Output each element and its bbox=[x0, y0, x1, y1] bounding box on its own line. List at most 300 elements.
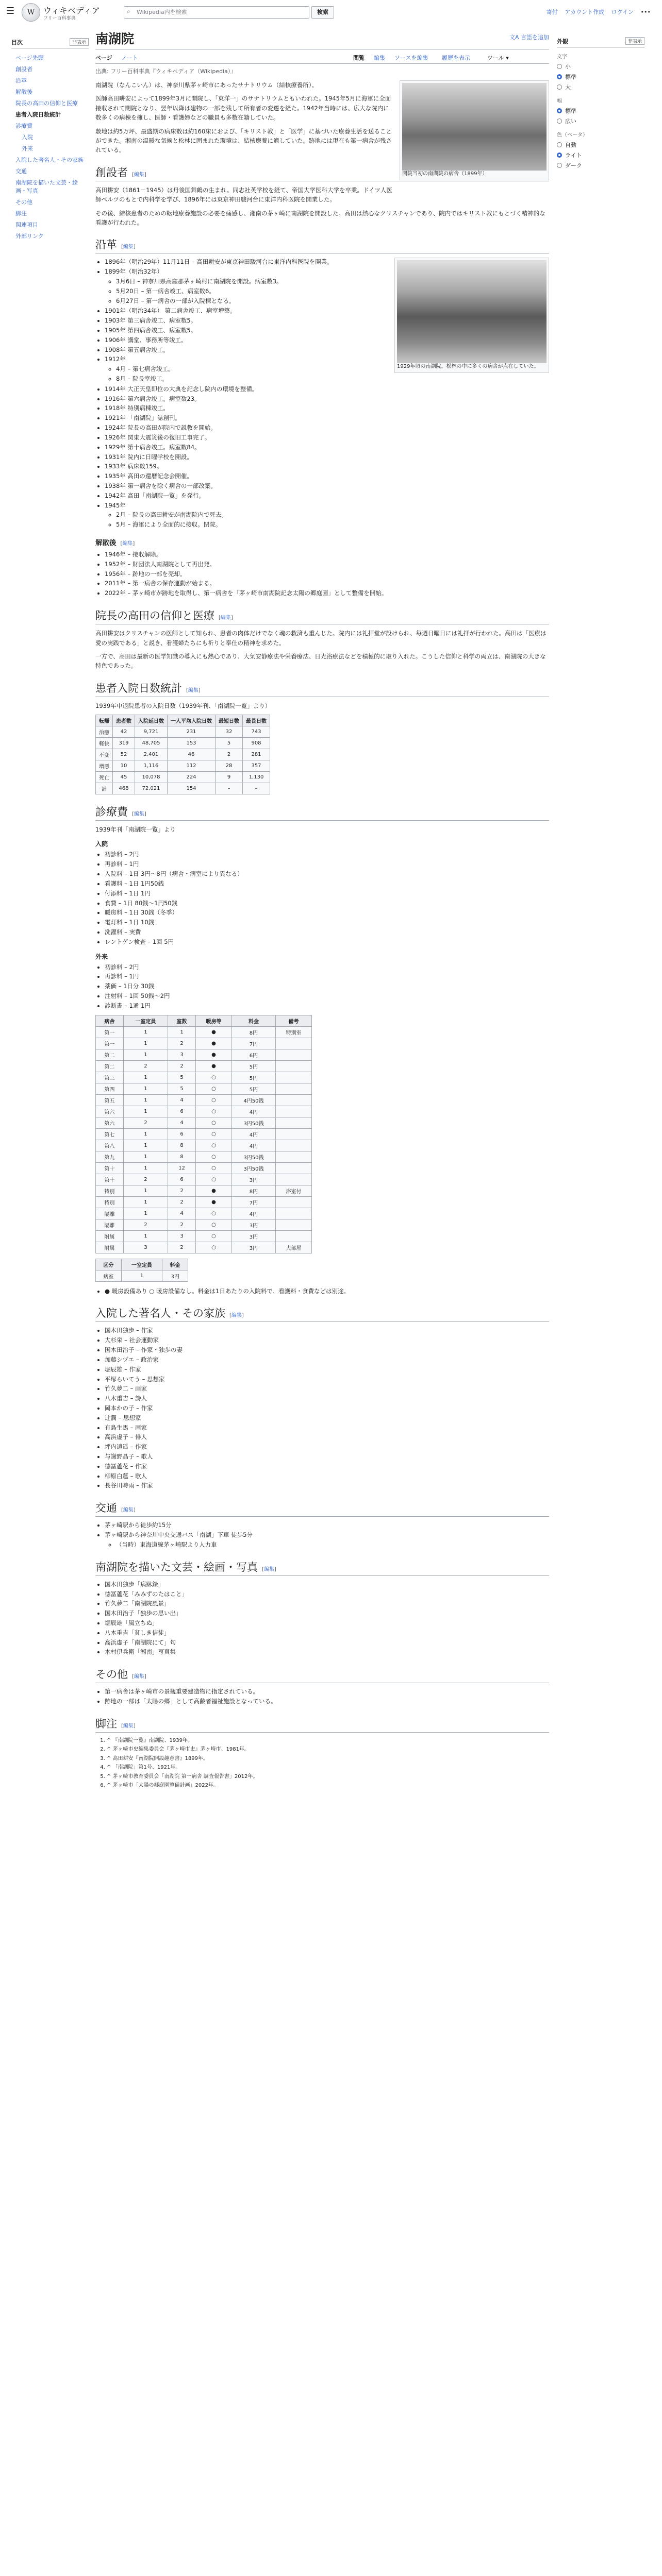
tab-page[interactable]: ページ bbox=[95, 55, 112, 61]
table-header: 一室定員 bbox=[121, 1259, 162, 1270]
list-item: • 茅ヶ崎駅から徒歩約15分 bbox=[105, 1521, 549, 1530]
list-item: ◦ 3月6日 – 神奈川県高座郡茅ヶ崎村に南湖院を開設。病室数3。 bbox=[116, 277, 549, 286]
width-label: 幅 bbox=[557, 98, 562, 104]
table-cell bbox=[275, 1162, 311, 1174]
table-cell: 2 bbox=[168, 1038, 196, 1049]
table-cell: ○ bbox=[195, 1128, 231, 1140]
list-item: • 高浜虚子「南湖院にて」句 bbox=[105, 1638, 549, 1648]
fee-note bbox=[105, 1287, 549, 1296]
create-account-link[interactable]: アカウント作成 bbox=[565, 9, 605, 15]
table-cell: 附属 bbox=[96, 1230, 124, 1242]
list-item: • 1918年 特別病棟竣工。 bbox=[105, 404, 549, 413]
table-cell: 468 bbox=[113, 783, 135, 794]
table-cell: 1 bbox=[123, 1208, 168, 1219]
after-list bbox=[105, 550, 549, 598]
radio-icon[interactable] bbox=[557, 84, 562, 90]
table-cell: 5円 bbox=[232, 1060, 276, 1072]
appearance-heading: 外観 非表示 bbox=[557, 37, 644, 48]
references-list bbox=[107, 1737, 549, 1790]
list-item: • 2022年 – 茅ヶ崎市が跡地を取得し、第一病舎を「茅ヶ崎市南湖院記念太陽の郷庭園」として整備を開始。 bbox=[105, 589, 549, 598]
list-item: ◦ 6月27日 – 第一病舎の一部が入院棟となる。 bbox=[116, 297, 549, 306]
list-item: • 初診料 – 2円 bbox=[105, 963, 549, 972]
section-heading: 脚注 [編集] bbox=[95, 1716, 549, 1733]
table-cell: 第二 bbox=[96, 1049, 124, 1060]
list-item: • 徳冨蘆花「みみずのたはこと」 bbox=[105, 1590, 549, 1599]
edit-link[interactable]: 編集 bbox=[123, 1723, 134, 1729]
table-header: 料金 bbox=[232, 1015, 276, 1026]
stats-table bbox=[95, 715, 270, 794]
color-light[interactable]: ライト bbox=[557, 150, 644, 160]
search-icon: ⌕ bbox=[127, 8, 130, 15]
width-standard[interactable]: 標準 bbox=[557, 106, 644, 116]
list-item: • 徳冨蘆花 – 作家 bbox=[105, 1462, 549, 1471]
list-item: • 跡地の一部は「太陽の郷」として高齢者福祉施設となっている。 bbox=[105, 1697, 549, 1706]
list-item: • 長谷川時雨 – 作家 bbox=[105, 1481, 549, 1490]
table-row bbox=[96, 738, 270, 749]
toc-subitem[interactable]: 外来 bbox=[22, 145, 33, 152]
table-cell: 8 bbox=[168, 1140, 196, 1151]
table-cell: ○ bbox=[195, 1162, 231, 1174]
section-heading: 沿革 [編集] bbox=[95, 236, 549, 253]
table-cell: 特別室 bbox=[275, 1026, 311, 1038]
color-auto[interactable]: 自動 bbox=[557, 140, 644, 150]
paragraph: 高田耕安（1861－1945）は丹後国舞鶴の生まれ。同志社英学校を経て、帝国大学医科大学を卒業。ドイツ人医師ベルツのもとで内科学を学び、1896年には東京神田駿河台に東洋内科医院を開業した。 bbox=[95, 186, 392, 204]
more-icon[interactable]: ••• bbox=[640, 9, 651, 15]
edit-link[interactable]: 編集 bbox=[263, 1566, 274, 1572]
table-cell: 2 bbox=[168, 1219, 196, 1230]
table-cell: ● bbox=[195, 1026, 231, 1038]
list-item: • 1924年 院長の高田が院内で説教を開始。 bbox=[105, 423, 549, 433]
list-item: • 茅ヶ崎駅から神奈川中央交通バス「南湖」下車 徒歩5分 ◦ （当時）東海道線茅ヶ崎駅より人力車 bbox=[105, 1531, 549, 1550]
list-item: ◦ 5月 – 海軍により全面的に接収。閉院。 bbox=[116, 520, 549, 530]
list-item: • 1931年 院内に日曜学校を開設。 bbox=[105, 453, 549, 462]
list-item: • 1945年 ◦ 2月 – 院長の高田耕安が南湖院内で死去。 ◦ 5月 – 海軍により全面的に接収。閉院。 bbox=[105, 501, 549, 530]
table-cell: 908 bbox=[243, 738, 270, 749]
table-caption: 1939年中退院患者の入院日数（1939年刊、「南湖院一覧」より） bbox=[95, 702, 271, 709]
list-item: • 坪内逍遥 – 作家 bbox=[105, 1443, 549, 1452]
paragraph: 医師高田畊安によって1899年3月に開院し、「東洋一」のサナトリウムともいわれた。1945年5月に海軍に全面接収されて閉院となり、翌年以降は建物の一部を残して所有者の変遷を経た。1942年当時には、広大な院内に数多くの病棟を擁し、医師・看護婦などの職員も多数在籍していた。 bbox=[95, 95, 391, 122]
list-item: • 注射料 – 1回 50銭〜2円 bbox=[105, 992, 549, 1001]
edit-link[interactable]: 編集 bbox=[188, 687, 198, 693]
table-cell bbox=[275, 1083, 311, 1094]
tab-edit[interactable]: 編集 bbox=[374, 55, 385, 61]
paragraph: 一方で、高田は最新の医学知識の導入にも熱心であり、大気安静療法や栄養療法、日光浴療法などを積極的に取り入れた。こうした信仰と科学の両立は、南湖院の大きな特色であった。 bbox=[95, 652, 546, 670]
table-cell: 3円 bbox=[232, 1230, 276, 1242]
toc-item-current[interactable]: 患者入院日数統計 bbox=[15, 111, 61, 118]
list-item: ◦ 5月20日 – 第一病舎竣工、病室数6。 bbox=[116, 287, 549, 296]
arts-list bbox=[105, 1580, 549, 1657]
table-header: 入院延日数 bbox=[135, 715, 168, 726]
section-heading: 交通 [編集] bbox=[95, 1500, 549, 1517]
list-item: • 国木田独歩 – 作家 bbox=[105, 1326, 549, 1335]
list-item: • 2011年 – 第一病舎の保存運動が始まる。 bbox=[105, 579, 549, 588]
reference-item: 2. ^ 茅ヶ崎市史編集委員会『茅ヶ崎市史』茅ヶ崎市、1981年。 bbox=[107, 1745, 549, 1754]
list-item: • 1899年（明治32年） ◦ 3月6日 – 神奈川県高座郡茅ヶ崎村に南湖院を開設。病室数3。 ◦ 5月20日 – 第一病舎竣工、病室数6。 ◦ 6月27日 – 第一病舎の一部が入院棟となる。 bbox=[105, 267, 549, 306]
text-size-standard[interactable]: 標準 bbox=[557, 72, 644, 82]
tab-talk[interactable]: ノート bbox=[121, 55, 138, 61]
list-item: • 洗濯料 – 実費 bbox=[105, 928, 549, 937]
table-cell: ○ bbox=[195, 1140, 231, 1151]
table-row bbox=[96, 1038, 312, 1049]
list-item: • 辻潤 – 思想家 bbox=[105, 1414, 549, 1423]
table-cell bbox=[275, 1230, 311, 1242]
table-cell: ○ bbox=[195, 1174, 231, 1185]
table-cell: 1 bbox=[123, 1072, 168, 1083]
table-cell: 第六 bbox=[96, 1117, 124, 1128]
table-cell: 附属 bbox=[96, 1242, 124, 1253]
table-cell: 2 bbox=[168, 1196, 196, 1208]
radio-icon[interactable] bbox=[557, 64, 562, 69]
table-cell bbox=[275, 1049, 311, 1060]
wikipedia-logo[interactable]: W bbox=[22, 3, 40, 22]
table-cell: 153 bbox=[168, 738, 216, 749]
radio-icon[interactable] bbox=[557, 142, 562, 147]
section-heading: 南湖院を描いた文芸・絵画・写真 [編集] bbox=[95, 1559, 549, 1576]
table-row bbox=[96, 1185, 312, 1196]
table-cell: 5円 bbox=[232, 1083, 276, 1094]
list-item: • 国木田独歩「病牀録」 bbox=[105, 1580, 549, 1589]
donate-link[interactable]: 寄付 bbox=[546, 9, 558, 15]
list-item: • 1903年 第三病舎竣工、病室数5。 bbox=[105, 316, 549, 326]
toc-item[interactable]: 沿革 bbox=[15, 77, 27, 84]
table-cell bbox=[275, 1219, 311, 1230]
tab-history[interactable]: 履歴を表示 bbox=[442, 55, 470, 61]
tools-menu[interactable]: ツール ▾ bbox=[487, 55, 509, 61]
table-cell: 4円 bbox=[232, 1140, 276, 1151]
table-cell: ● bbox=[195, 1049, 231, 1060]
subsection-heading: 解散後 [編集] bbox=[95, 539, 135, 548]
table-cell: 増悪 bbox=[96, 760, 113, 772]
table-row bbox=[96, 1072, 312, 1083]
table-cell: ● bbox=[195, 1196, 231, 1208]
table-cell: 第七 bbox=[96, 1128, 124, 1140]
intro-figure bbox=[400, 80, 549, 180]
table-cell: 第八 bbox=[96, 1140, 124, 1151]
table-row bbox=[96, 749, 270, 760]
table-cell: 2 bbox=[216, 749, 243, 760]
table-cell bbox=[275, 1038, 311, 1049]
toc-item-top[interactable]: ページ先頭 bbox=[15, 55, 44, 61]
table-cell: 1,130 bbox=[243, 772, 270, 783]
list-item: • 1908年 第五病舎竣工。 bbox=[105, 346, 549, 355]
list-item: • 竹久夢二 – 画家 bbox=[105, 1384, 549, 1394]
section-heading: 患者入院日数統計 [編集] bbox=[95, 680, 549, 697]
toc-item[interactable]: 脚注 bbox=[15, 210, 27, 217]
list-item: • 1942年 高田「南湖院一覧」を発行。 bbox=[105, 492, 549, 501]
menu-icon[interactable]: ☰ bbox=[6, 6, 15, 16]
table-cell: 45 bbox=[113, 772, 135, 783]
small-fee-table bbox=[95, 1259, 188, 1282]
edit-link[interactable]: 編集 bbox=[123, 244, 134, 250]
tagline: フリー百科事典 bbox=[43, 16, 76, 21]
table-cell: 72,021 bbox=[135, 783, 168, 794]
table-cell: 治癒 bbox=[96, 726, 113, 738]
table-cell: 特別 bbox=[96, 1185, 124, 1196]
section-heading: 創設者 [編集] bbox=[95, 164, 549, 181]
list-item: ◦ 8月 – 院長室竣工。 bbox=[116, 375, 549, 384]
list-item: • 暖房料 – 1日 30銭（冬季） bbox=[105, 908, 549, 918]
section-heading: 入院した著名人・その家族 [編集] bbox=[95, 1305, 549, 1322]
outpatient-fee-list bbox=[105, 963, 549, 1011]
famous-list bbox=[105, 1326, 549, 1490]
table-cell: 4円 bbox=[232, 1106, 276, 1117]
table-cell: ○ bbox=[195, 1151, 231, 1162]
table-cell: 743 bbox=[243, 726, 270, 738]
table-cell bbox=[275, 1128, 311, 1140]
toc-item[interactable]: 南湖院を描いた文芸・絵画・写真 bbox=[15, 179, 78, 194]
paragraph: 敷地は約5万坪、最盛期の病床数は約160床におよび、「キリスト教」と「医学」に基づいた療養生活を送ることができた。湘南の温暖な気候と松林に囲まれた環境は、結核療養に適していた。跡地には現在も第一病舎が残されている。 bbox=[95, 127, 392, 154]
wordmark[interactable]: ウィキペディア bbox=[43, 6, 100, 15]
table-cell: 浴室付 bbox=[275, 1185, 311, 1196]
table-cell: 4円50銭 bbox=[232, 1094, 276, 1106]
table-row bbox=[96, 1140, 312, 1151]
color-dark[interactable]: ダーク bbox=[557, 160, 644, 171]
table-cell: 4円 bbox=[232, 1208, 276, 1219]
list-item: ◦ 2月 – 院長の高田耕安が南湖院内で死去。 bbox=[116, 511, 549, 520]
list-item: • 1896年（明治29年）11月11日 – 高田耕安が東京神田駿河台に東洋内科医院を開業。 bbox=[105, 258, 549, 267]
table-cell: 112 bbox=[168, 760, 216, 772]
table-cell: 1 bbox=[123, 1106, 168, 1117]
section-heading: その他 [編集] bbox=[95, 1666, 549, 1683]
table-cell: 特別 bbox=[96, 1196, 124, 1208]
toc-subitem[interactable]: 入院 bbox=[22, 134, 33, 141]
table-cell: 1 bbox=[123, 1162, 168, 1174]
table-row bbox=[96, 1083, 312, 1094]
table-row bbox=[96, 1117, 312, 1128]
table-cell: 6円 bbox=[232, 1049, 276, 1060]
table-cell: 3円 bbox=[232, 1242, 276, 1253]
toc-heading: 目次 非表示 bbox=[11, 38, 89, 49]
section-heading: 診療費 [編集] bbox=[95, 804, 549, 821]
tab-read[interactable]: 閲覧 bbox=[353, 55, 365, 61]
table-cell: 1 bbox=[123, 1049, 168, 1060]
table-cell: 3 bbox=[123, 1242, 168, 1253]
table-cell: 1 bbox=[123, 1151, 168, 1162]
list-item: • 付添料 – 1日 1円 bbox=[105, 889, 549, 899]
paragraph: その後、結核患者のための転地療養施設の必要を痛感し、湘南の茅ヶ崎に南湖院を開設した。高田は熱心なクリスチャンであり、院内ではキリスト教にもとづく精神的な看護が行われた。 bbox=[95, 209, 545, 226]
list-item: • 大杉栄 – 社会運動家 bbox=[105, 1336, 549, 1345]
list-item: • 竹久夢二「南湖院風景」 bbox=[105, 1599, 549, 1608]
edit-link[interactable]: 編集 bbox=[123, 1507, 134, 1514]
toc-item[interactable]: 解散後 bbox=[15, 89, 32, 95]
list-item: • 堀辰雄 – 作家 bbox=[105, 1365, 549, 1375]
list-item: • 第一病舎は茅ヶ崎市の景観重要建造物に指定されている。 bbox=[105, 1687, 549, 1697]
table-cell: 5 bbox=[216, 738, 243, 749]
list-item: • 1946年 – 接収解除。 bbox=[105, 550, 549, 560]
radio-icon[interactable] bbox=[557, 163, 562, 168]
history-photo[interactable] bbox=[397, 260, 547, 363]
table-cell: 5 bbox=[168, 1083, 196, 1094]
table-cell: ● bbox=[195, 1038, 231, 1049]
toc-item[interactable]: 院長の高田の信仰と医療 bbox=[15, 100, 78, 107]
edit-link[interactable]: 編集 bbox=[134, 1674, 144, 1680]
table-cell: 2,401 bbox=[135, 749, 168, 760]
list-item: • 1901年（明治34年） 第二病舎竣工、病室増築。 bbox=[105, 307, 549, 316]
header bbox=[0, 0, 662, 25]
table-header: 転帰 bbox=[96, 715, 113, 726]
list-item: • 1952年 – 財団法人南湖院として再出発。 bbox=[105, 560, 549, 569]
search-input[interactable]: Wikipedia内を検索 bbox=[124, 6, 309, 19]
table-cell: 大部屋 bbox=[275, 1242, 311, 1253]
table-cell bbox=[275, 1140, 311, 1151]
table-cell: 1 bbox=[123, 1038, 168, 1049]
table-cell: – bbox=[243, 783, 270, 794]
edit-link[interactable]: 編集 bbox=[231, 1313, 242, 1319]
list-item: • 1906年 講堂、事務所等竣工。 bbox=[105, 336, 549, 345]
appearance-hide-button[interactable]: 非表示 bbox=[625, 37, 644, 45]
table-cell: 48,705 bbox=[135, 738, 168, 749]
table-cell: 第五 bbox=[96, 1094, 124, 1106]
table-cell: 357 bbox=[243, 760, 270, 772]
table-cell: 病室 bbox=[96, 1270, 122, 1281]
table-row bbox=[96, 1270, 188, 1281]
toc-item[interactable]: 交通 bbox=[15, 168, 27, 175]
table-cell: 4 bbox=[168, 1094, 196, 1106]
translate-icon: 文A bbox=[509, 34, 521, 41]
reference-item: 4. ^ 「南湖院」第1号、1921年。 bbox=[107, 1764, 549, 1772]
text-size-small[interactable]: 小 bbox=[557, 61, 644, 72]
table-cell: – bbox=[216, 783, 243, 794]
table-cell: ○ bbox=[195, 1219, 231, 1230]
table-row bbox=[96, 783, 270, 794]
toc-item[interactable]: 外部リンク bbox=[15, 233, 44, 240]
subheading-outpatient: 外来 bbox=[95, 953, 108, 960]
login-link[interactable]: ログイン bbox=[611, 9, 634, 15]
tab-edit-source[interactable]: ソースを編集 bbox=[394, 55, 428, 61]
table-cell: 224 bbox=[168, 772, 216, 783]
table-cell: 7円 bbox=[232, 1038, 276, 1049]
room-fee-table bbox=[95, 1015, 312, 1253]
transport-list bbox=[105, 1521, 549, 1549]
toc-item[interactable]: 入院した著名人・その家族 bbox=[15, 157, 84, 163]
table-cell: 1 bbox=[168, 1026, 196, 1038]
table-header: 暖房等 bbox=[195, 1015, 231, 1026]
table-cell: 1 bbox=[123, 1185, 168, 1196]
add-language-button[interactable]: 文A 言語を追加 bbox=[509, 34, 549, 41]
other-list bbox=[105, 1687, 549, 1706]
toc-item[interactable]: 創設者 bbox=[15, 66, 32, 73]
edit-link[interactable]: 編集 bbox=[220, 615, 231, 621]
reference-item: 1. ^ 『南湖院一覧』南湖院、1939年。 bbox=[107, 1737, 549, 1745]
list-item: • 国木田治子「独歩の思い出」 bbox=[105, 1609, 549, 1618]
table-cell: 第二 bbox=[96, 1060, 124, 1072]
radio-selected-icon[interactable] bbox=[557, 152, 562, 158]
table-cell: 4円 bbox=[232, 1128, 276, 1140]
table-cell: 6 bbox=[168, 1174, 196, 1185]
section-heading: 院長の高田の信仰と医療 [編集] bbox=[95, 607, 549, 624]
table-cell: 3 bbox=[168, 1049, 196, 1060]
list-item: • 1914年 大正天皇即位の大典を記念し院内の環境を整備。 bbox=[105, 385, 549, 394]
list-item: ◦ （当時）東海道線茅ヶ崎駅より人力車 bbox=[116, 1540, 549, 1550]
table-cell: 281 bbox=[243, 749, 270, 760]
list-item: • 看護料 – 1日 1円50銭 bbox=[105, 879, 549, 889]
page-tabs bbox=[95, 49, 549, 64]
table-row bbox=[96, 1242, 312, 1253]
table-cell: 42 bbox=[113, 726, 135, 738]
table-cell: 死亡 bbox=[96, 772, 113, 783]
edit-link[interactable]: 編集 bbox=[134, 811, 144, 818]
list-item: • 再診料 – 1円 bbox=[105, 972, 549, 981]
table-header: 一人平均入院日数 bbox=[168, 715, 216, 726]
toc-item[interactable]: その他 bbox=[15, 199, 32, 206]
list-item: • 与謝野晶子 – 歌人 bbox=[105, 1452, 549, 1462]
table-cell: 7円 bbox=[232, 1196, 276, 1208]
list-item: • 堀辰雄「風立ちぬ」 bbox=[105, 1619, 549, 1628]
list-item: • 1916年 第六病舎竣工。病室数23。 bbox=[105, 395, 549, 404]
table-cell: 第九 bbox=[96, 1151, 124, 1162]
radio-icon[interactable] bbox=[557, 118, 562, 124]
list-item: • 国木田治子 – 作家・独歩の妻 bbox=[105, 1346, 549, 1355]
list-item: • 平塚らいてう – 思想家 bbox=[105, 1375, 549, 1384]
width-wide[interactable]: 広い bbox=[557, 116, 644, 126]
list-item: • 柳原白蓮 – 歌人 bbox=[105, 1472, 549, 1481]
table-row bbox=[96, 1060, 312, 1072]
table-cell bbox=[275, 1151, 311, 1162]
table-cell bbox=[275, 1106, 311, 1117]
table-cell bbox=[275, 1060, 311, 1072]
list-item: • 有島生馬 – 画家 bbox=[105, 1423, 549, 1433]
table-cell: ● bbox=[195, 1185, 231, 1196]
page-title: 南湖院 bbox=[95, 29, 549, 49]
paragraph: 南湖院（なんこいん）は、神奈川県茅ヶ崎市にあったサナトリウム（結核療養所）。 bbox=[95, 81, 318, 89]
toc-hide-button[interactable]: 非表示 bbox=[70, 38, 89, 46]
table-row bbox=[96, 726, 270, 738]
table-cell: 第十 bbox=[96, 1174, 124, 1185]
radio-selected-icon[interactable] bbox=[557, 108, 562, 113]
radio-selected-icon[interactable] bbox=[557, 74, 562, 79]
table-cell: 9,721 bbox=[135, 726, 168, 738]
appearance-panel bbox=[557, 37, 644, 171]
table-cell: 3円50銭 bbox=[232, 1117, 276, 1128]
table-header: 患者数 bbox=[113, 715, 135, 726]
table-cell: ○ bbox=[195, 1083, 231, 1094]
paragraph: 高田耕安はクリスチャンの医師として知られ、患者の肉体だけでなく魂の救済も重んじた。院内には礼拝堂が設けられ、毎週日曜日には礼拝が行われた。高田は「医療は愛の実践である」と説き、看護婦たちにも祈りと奉仕の精神を求めた。 bbox=[95, 630, 547, 647]
table-cell: ○ bbox=[195, 1208, 231, 1219]
text-size-label: 文字 bbox=[557, 54, 567, 60]
text-size-large[interactable]: 大 bbox=[557, 82, 644, 92]
table-cell: 3円 bbox=[232, 1219, 276, 1230]
list-item: • 1929年 第十病舎竣工。病室数84。 bbox=[105, 443, 549, 452]
inpatient-fee-list bbox=[105, 850, 549, 946]
table-cell: 8円 bbox=[232, 1185, 276, 1196]
list-item: • 高浜虚子 – 俳人 bbox=[105, 1433, 549, 1442]
table-cell: 8 bbox=[168, 1151, 196, 1162]
edit-link[interactable]: 編集 bbox=[122, 541, 133, 547]
table-cell: ○ bbox=[195, 1094, 231, 1106]
list-item: • 初診料 – 2円 bbox=[105, 850, 549, 859]
table-cell: 第一 bbox=[96, 1026, 124, 1038]
search-button[interactable]: 検索 bbox=[311, 6, 334, 19]
color-label: 色（ベータ） bbox=[557, 132, 588, 138]
table-cell bbox=[275, 1208, 311, 1219]
toc-item[interactable]: 関連項目 bbox=[15, 222, 38, 228]
table-cell: 1 bbox=[123, 1026, 168, 1038]
table-cell: 隔離 bbox=[96, 1219, 124, 1230]
toc-item[interactable]: 診療費 bbox=[15, 123, 32, 129]
table-cell bbox=[275, 1117, 311, 1128]
table-row bbox=[96, 760, 270, 772]
main-content bbox=[95, 29, 549, 1794]
history-figure bbox=[394, 258, 549, 373]
table-cell: 6 bbox=[168, 1128, 196, 1140]
table-cell: 4 bbox=[168, 1117, 196, 1128]
intro-photo[interactable] bbox=[402, 83, 547, 171]
site-sub: 出典: フリー百科事典『ウィキペディア（Wikipedia）』 bbox=[95, 68, 237, 75]
table-row bbox=[96, 1208, 312, 1219]
edit-link[interactable]: 編集 bbox=[134, 172, 144, 178]
list-item: • 1921年 「南湖院」誌創刊。 bbox=[105, 414, 549, 423]
table-cell: 154 bbox=[168, 783, 216, 794]
